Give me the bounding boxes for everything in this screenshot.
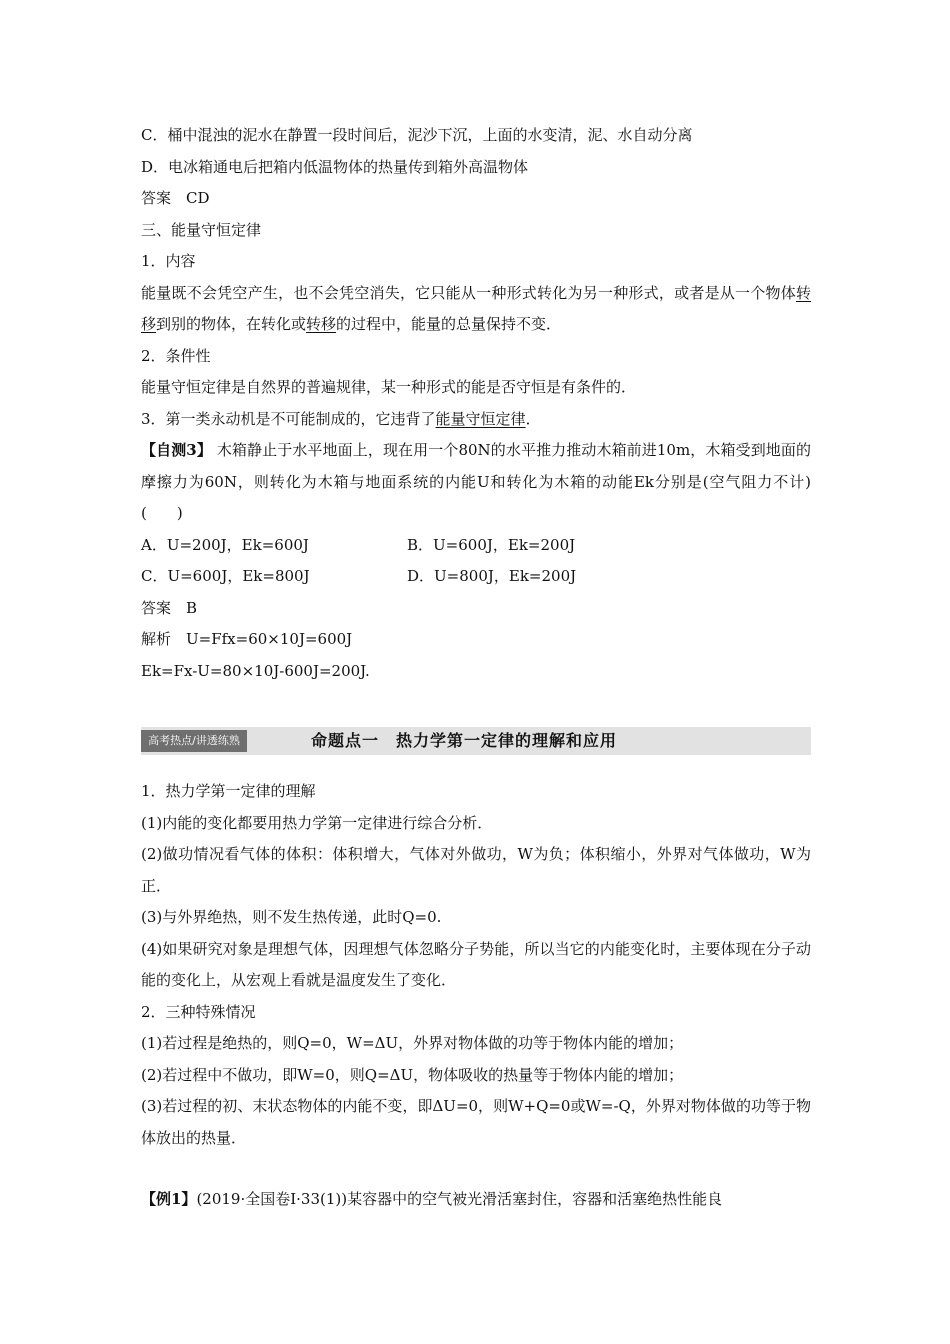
option-a: A．U=200J，Ek=600J [141, 535, 309, 554]
item-3: (3)与外界绝热，则不发生热传递，此时Q=0. [141, 908, 442, 926]
example-1: 【例1】(2019·全国卷Ⅰ·33(1))某容器中的空气被光滑活塞封住，容器和活塞绝热性能良 [141, 1190, 723, 1208]
section-heading-energy-conservation: 三、能量守恒定律 [141, 220, 262, 239]
content-paragraph: 能量既不会凭空产生，也不会凭空消失，它只能从一种形式转化为另一种形式，或者是从一个物体转移到别的物体，在转化或转移的过程中，能量的总量保持不变． [141, 283, 811, 333]
banner-tag: 高考热点/讲透练熟 [141, 730, 247, 752]
conditionality-paragraph: 能量守恒定律是自然界的普遍规律，某一种形式的能是否守恒是有条件的． [141, 378, 637, 396]
page-top-section [141, 120, 811, 687]
option-d-text: D．电冰箱通电后把箱内低温物体的热量传到箱外高温物体 [141, 157, 529, 176]
option-c-text: C．桶中混浊的泥水在静置一段时间后，泥沙下沉，上面的水变清，泥、水自动分离 [141, 126, 693, 144]
case-1: (1)若过程是绝热的，则Q=0，W=ΔU，外界对物体做的功等于物体内能的增加； [141, 1034, 684, 1052]
topic-banner [141, 727, 811, 755]
perpetual-motion-line: 3．第一类永动机是不可能制成的，它违背了能量守恒定律． [141, 409, 541, 428]
option-c: C．U=600J，Ek=800J [141, 567, 310, 585]
options-row-1 [141, 530, 811, 562]
subheading-conditionality: 2．条件性 [141, 346, 211, 365]
case-2: (2)若过程中不做功，即W=0，则Q=ΔU，物体吸收的热量等于物体内能的增加； [141, 1065, 684, 1084]
item-1: (1)内能的变化都要用热力学第一定律进行综合分析． [141, 813, 493, 832]
case-3: (3)若过程的初、末状态物体的内能不变，即ΔU=0，则W+Q=0或W=-Q，外界对物体做的功等于物体放出的热量． [141, 1097, 811, 1147]
solution-line-2: Ek=Fx-U=80×10J-600J=200J. [141, 661, 370, 680]
subheading-first-law: 1．热力学第一定律的理解 [141, 782, 316, 800]
option-d: D．U=800J，Ek=200J [407, 567, 577, 585]
answer-line-2: 答案 B [141, 598, 198, 617]
subheading-content: 1．内容 [141, 252, 196, 270]
banner-title: 命题点一 热力学第一定律的理解和应用 [311, 731, 618, 750]
solution-line-1: 解析 U=Ffx=60×10J=600J [141, 630, 353, 648]
option-b: B．U=600J，Ek=200J [407, 535, 576, 554]
options-row-2 [141, 561, 811, 593]
first-law-section [141, 776, 811, 1154]
subheading-special-cases: 2．三种特殊情况 [141, 1002, 256, 1021]
item-4: (4)如果研究对象是理想气体，因理想气体忽略分子势能，所以当它的内能变化时，主要体现在分子动能的变化上，从宏观上看就是温度发生了变化． [141, 939, 811, 989]
self-test-question: 【自测3】 木箱静止于水平地面上，现在用一个80N的水平推力推动木箱前进10m，木箱受到地面的摩擦力为60N，则转化为木箱与地面系统的内能U和转化为木箱的动能Ek分别是(空气阻力不计)( ) [141, 441, 811, 522]
item-2: (2)做功情况看气体的体积：体积增大，气体对外做功，W为负；体积缩小，外界对气体做功，W为正． [141, 845, 811, 895]
answer-line: 答案 CD [141, 189, 210, 207]
